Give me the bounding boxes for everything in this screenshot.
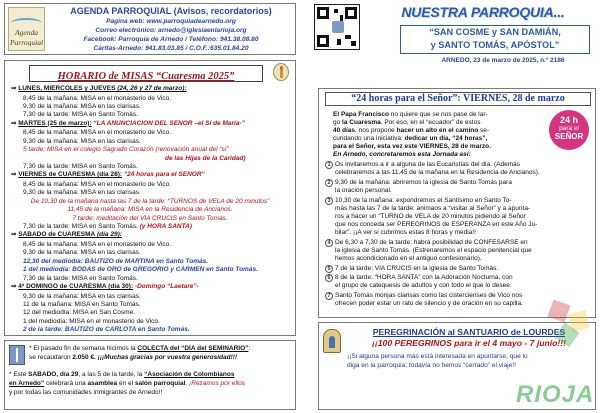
notice-asamblea-line1: * Este SÁBADO, día 29, a las 5 de la tarde, la “Asociación de Colombianos [9,371,235,378]
adoration-item [325,179,591,187]
intro-line: go la Cuaresma. Por eso, en el “ecuador” de estos [333,119,481,126]
issue-date-number: ARNEDO, 23 de marzo de 2025, n.º 2186 [441,57,565,64]
schedule-day-label: LUNES, MIÉRCOLES y JUEVES [18,85,116,92]
pilgrimage-title: PEREGRINACIÓN al SANTUARIO de LOURDES [372,327,566,337]
schedule-day-heading [11,85,292,93]
lourdes-icon [323,329,341,353]
notice-asamblea-line3: y por todas las comunidades inmigrantes de Arnedo!! [9,389,163,396]
adoration-item-text: Santo Tomás monjas clarisas como las cistercienses de Vico nos [335,292,523,300]
item-number-icon: 2 [325,179,333,187]
horario-section [4,60,296,336]
schedule-entry: 9,30 de la mañana: MISA en las clarisas. [23,189,141,197]
schedule-entry: 9,30 de la mañana: MISA en las clarisas. [23,137,141,145]
intro-line: En Arnedo, concretaremos esta Jornada así: [333,151,471,158]
badge-mid-text: para el [559,125,579,132]
schedule-day-extra: -Domingo “Laetare”- [133,283,199,290]
adoration-item-cont [335,213,591,221]
adoration-item-cont [335,282,591,290]
adoration-item-cont [335,205,591,213]
intro-line: El Papa Francisco no quiere que se nos pase de lar- [333,111,488,118]
adoration-section [318,88,596,318]
adoration-item-text: 7 de la tarde: VÍA CRUCIS en la iglesia de Santo Tomás. [335,264,499,272]
schedule-entry: 5 tarde: MISA en el colegio Sagrado Corazón (renovación anual del “sí” [23,146,229,154]
right-page [300,0,600,413]
schedule-entry: 9,30 de la mañana: MISA en las clarisas. [23,249,141,257]
schedule-entry [23,223,292,231]
adoration-item-cont [335,229,591,237]
adoration-item-text: hemos acondicionado en el antiguo confesionario). [335,254,482,262]
adoration-item [325,292,591,300]
schedule-entry: 7,30 de la tarde: MISA en Santo Tomás. [23,163,138,170]
agenda-title: AGENDA PARROQUIAL (Avisos, recordatorios) [70,6,272,16]
adoration-item-cont [335,187,591,195]
badge-sub-text: SEÑOR [554,132,584,141]
badge-main-text: 24 h [559,115,578,125]
parish-line-2: y SANTO TOMÁS, APÓSTOL” [430,40,560,50]
qr-logo-icon [332,21,344,33]
seminario-icon [9,345,25,365]
schedule-entry: 8,45 de la mañana: MISA en el monasterio de Vico. [23,94,172,102]
adoration-item [325,274,591,282]
agenda-web[interactable]: Página web: www.parroquiadearnedo.org [106,18,236,25]
arrow-icon: ⇒ [11,283,17,290]
adoration-item [325,161,591,169]
parish-line-1: “SAN COSME y SAN DAMIÁN, [429,27,561,37]
schedule-entry: 2 de la tarde: BAUTIZO de CARLOTA en Santo Tomás. [23,326,190,334]
agenda-facebook-phone: Facebook: Parroquia de Arnedo / Teléfono: 941.38.08.80 [83,36,259,43]
newsletter-title: NUESTRA PARROQUIA... [401,4,565,20]
adoration-item [325,197,591,205]
schedule-entry: 1 del mediodía: BODAS de ORO de GREGORIO y CARMEN en Santo Tomás. [23,266,258,274]
adoration-item-text: más hasta las 7 de la tarde: animaos a “visitar al Señor” y a apunta- [335,204,531,212]
adoration-item-cont [335,169,591,177]
schedule-day-heading [11,231,292,239]
schedule-day-heading [11,283,292,291]
intro-line: cundando una iniciativa: dedicar un día, “24 horas”, [333,135,488,142]
item-number-icon: 7 [325,292,333,300]
item-number-icon: 6 [325,274,333,282]
notice-colecta-line1: * El pasado fin de semana hicimos la COLECTA del “DÍA del SEMINARIO”: [29,345,251,352]
schedule-entry: 9,30 de la mañana: MISA en las clarisas. [23,292,141,300]
watermark-text: RIOJA [516,381,595,408]
schedule-entry: 8,45 de la mañana: MISA en el monasterio de Vico. [23,129,172,137]
schedule-entry-extra: (y HORA SANTA) [137,223,192,230]
adoration-item-text: la oración personal. [335,186,392,194]
schedule-entry: 8,45 de la mañana: MISA en el monasterio de Vico. [23,181,172,188]
item-number-icon: 1 [325,161,333,169]
adoration-item-text: celebraremos a las 11,45 de la mañana en la Residencia de Ancianos). [335,169,540,177]
adoration-item-text: 8 de la tarde: “HORA SANTA” con la Adoración Nocturna, con [335,274,513,282]
adoration-item-text: la iglesia de Santo Tomás. (Estrenaremos el espacio penitencial que [335,246,532,254]
adoration-item-text: ros a hacer un “TURNO de VELA de 20 minutos pidiendo al Señor [335,212,526,220]
item-number-icon: 5 [325,265,333,273]
schedule-day-extra: “LA ANUNCIACIÓN DEL SEÑOR –el Sí de María-” [91,119,245,127]
arrow-icon: ⇒ [11,171,17,179]
notice-asamblea-line2: en Arnedo” celebrará una asamblea en el salón parroquial. ¡Rezamos por ellos [9,380,246,387]
item-number-icon: 3 [325,197,333,205]
adoration-item-cont [335,255,591,263]
adoration-item [325,265,591,273]
schedule-day-label: 4ª DOMINGO de CUARESMA (día 30): [18,283,134,290]
adoration-item-text: que nos conceda ser PEREGRINOS de ESPERANZA en este Año Ju- [335,220,538,228]
schedule-entry: 8,45 de la mañana: MISA en el monasterio de Vico. [23,241,172,248]
agenda-header [4,3,296,55]
schedule-entry: 9,30 de la mañana: MISA en las clarisas. [23,103,141,110]
logo-text-agenda: Agenda [15,28,38,37]
schedule-entry: 11,45 de la mañana: MISA en la Residencia de Ancianos. [67,206,233,214]
adoration-item-cont [335,247,591,255]
adoration-item-text: ofrecen poder estar un rato de silencio y de oración en su capilla. [335,300,523,308]
schedule-entry: 7 tarde: meditación del VÍA CRUCIS en Santo Tomás. [72,214,228,222]
pilgrimage-section [318,322,596,410]
adoration-item-cont [335,300,591,308]
adoration-item-text: el grupo de catequesis de adultos y con todo el que lo desee. [335,282,512,290]
candle-icon [273,63,289,81]
notice-colecta-line2: se recaudaron 2.050 €. ¡¡¡Muchas gracias por vuestra generosidad!!! [29,354,238,361]
arrow-icon: ⇒ [11,85,17,92]
24-hours-badge [549,110,589,150]
schedule-entry: 7,30 de la tarde: MISA en Santo Tomás. [23,274,138,282]
qr-code-icon[interactable] [314,4,360,50]
adoration-item-text: De 6,30 a 7,30 de la tarde: habrá posibilidad de CONFESARSE en [335,238,528,246]
parish-names-box [400,25,590,54]
schedule-entry: De 10,30 de la mañana hasta las 7 de la tarde: “TURNOS de VELA de 20 minutos” [30,197,270,205]
schedule-day-label: VIERNES de CUARESMA (día 28): [18,171,123,179]
schedule-entry: 1 del mediodía: MISA en el monasterio de Vico. [23,317,160,325]
schedule-day-label: SÁBADO de CUARESMA [18,231,96,239]
notices-section [4,340,296,410]
schedule-entry: 11 de la mañana: MISA en Santo Tomás. [23,301,141,308]
adoration-item [325,239,591,247]
horario-title-frame [29,65,263,82]
wave-icon [11,18,42,28]
intro-line: 40 días, nos propone hacer un alto en el camino se- [333,127,490,134]
adoration-item-text: Os invitaremos a ir a alguna de las Eucaristías del día. (Además [335,161,520,168]
horario-title: HORARIO de MISAS “Cuaresma 2025” [57,71,235,82]
intro-line: para el Señor, esta vez este VIERNES, 28 de marzo. [333,143,491,150]
schedule-entry: 7,30 de la tarde: MISA en Santo Tomás. [23,111,138,119]
schedule-entry-text: 7,30 de la tarde: MISA en Santo Tomás. [23,223,138,230]
schedule-day-extra: (día 29): [95,231,122,239]
schedule-day-heading [11,120,292,128]
schedule-day-heading [11,171,292,179]
agenda-caritas: Cáritas-Arnedo: 941.83.03.85 / C.O.F.:635.01.84.20 [93,45,249,52]
schedule-entry: 12,30 del mediodía: BAUTIZO de MARTINA en Santo Tomás. [23,257,209,265]
schedule-day-extra: “24 horas para el SEÑOR” [122,171,205,179]
adoration-heading: “24 horas para el Señor”: VIERNES, 28 de marzo [325,92,591,106]
logo-text-parroquial: Parroquial [9,38,44,47]
adoration-item-cont [335,221,591,229]
agenda-email[interactable]: Correo electrónico: arnedo@iglesiaenlarioja.org [95,27,247,34]
agenda-logo [8,7,45,51]
schedule-day-extra: (24, 26 y 27 de marzo): [115,85,187,92]
item-number-icon: 4 [325,239,333,247]
pilgrimage-subtitle: ¡¡100 PEREGRINOS para ir el 4 mayo - 7 junio!!! [372,338,566,348]
adoration-item-text: 9,30 de la mañana: abriremos la iglesia de Santo Tomás para [335,178,512,186]
schedule-entry: 12 del mediodía: MISA en San Cosme. [23,309,136,317]
adoration-item-text: 10,30 de la mañana: expondremos el Santísimo en Santo To- [335,196,512,204]
schedule-entry: de las Hijas de la Caridad) [165,154,246,162]
arrow-icon: ⇒ [11,231,17,239]
schedule-day-label: MARTES (25 de marzo): [18,119,92,127]
pilgrimage-line-2: diga en la parroquia; todavía no hemos “cerrado” el viaje!! [347,362,516,369]
pilgrimage-line-1: ¡¡Si alguna persona más está interesada en apuntarse, que lo [347,353,528,360]
arrow-icon: ⇒ [11,119,17,127]
adoration-item-text: bilar”. ¡¡A ver si cubrimos estas 8 horas y media!! [335,229,476,236]
